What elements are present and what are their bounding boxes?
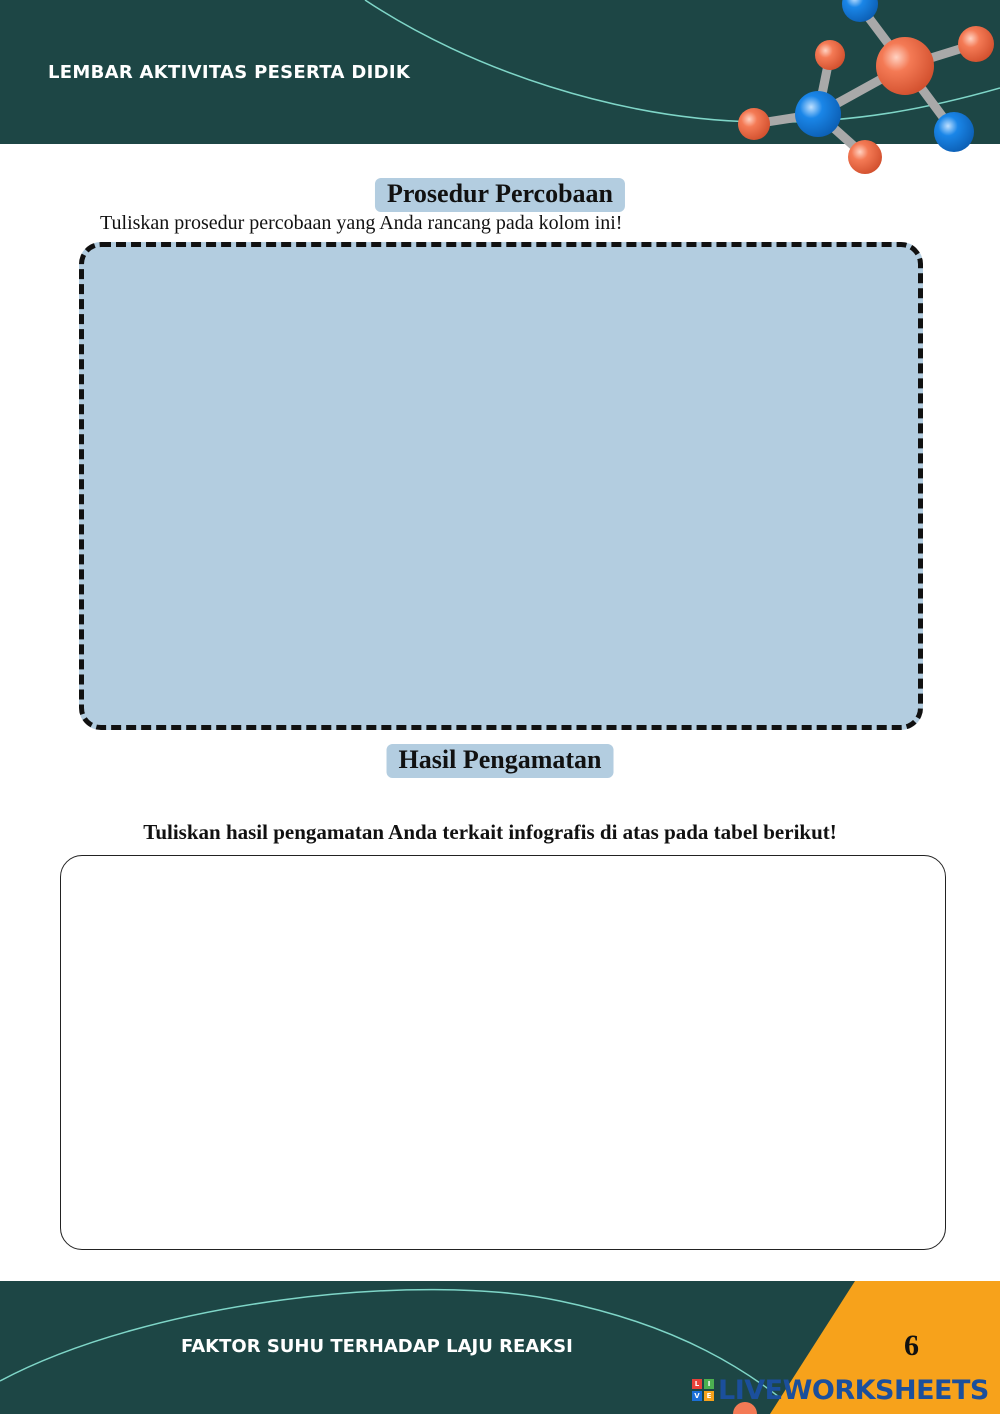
- page-number: 6: [904, 1329, 919, 1362]
- procedure-instruction: Tuliskan prosedur percobaan yang Anda rancang pada kolom ini!: [100, 212, 623, 234]
- logo-letter-i: I: [704, 1379, 714, 1389]
- procedure-heading: Prosedur Percobaan: [375, 178, 625, 212]
- observation-heading: Hasil Pengamatan: [387, 744, 614, 778]
- liveworksheets-logo[interactable]: [692, 1375, 989, 1405]
- logo-letter-l: L: [692, 1379, 702, 1389]
- procedure-answer-box[interactable]: [79, 242, 923, 730]
- header-title: LEMBAR AKTIVITAS PESERTA DIDIK: [48, 62, 411, 83]
- observation-answer-box[interactable]: [60, 855, 946, 1250]
- footer-banner: [0, 1281, 1000, 1414]
- footer-title: FAKTOR SUHU TERHADAP LAJU REAKSI: [181, 1336, 573, 1357]
- logo-letter-e: E: [704, 1391, 714, 1401]
- logo-letter-v: V: [692, 1391, 702, 1401]
- liveworksheets-logo-grid: [692, 1379, 714, 1401]
- molecule-icon: [720, 0, 1000, 180]
- liveworksheets-logo-text: LIVEWORKSHEETS: [718, 1374, 989, 1406]
- observation-instruction: Tuliskan hasil pengamatan Anda terkait infografis di atas pada tabel berikut!: [143, 820, 837, 844]
